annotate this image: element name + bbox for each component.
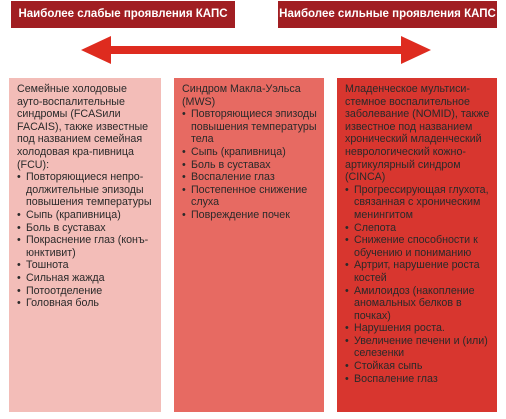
bullet-icon: • xyxy=(345,183,349,196)
column-mws xyxy=(174,78,324,412)
list-item-text: Воспаление глаз xyxy=(354,372,438,385)
list-item-text: Боль в суставах xyxy=(26,221,106,234)
bullet-icon: • xyxy=(345,372,349,385)
list-item xyxy=(17,259,155,272)
list-item xyxy=(182,184,318,209)
column-nomid-intro: Младенческое мультиси-стемное воспалительное заболевание (NOMID), также известное под названием хронический младенческий неврологический кожно-артикулярный синдром (CINCA) xyxy=(345,83,490,184)
bullet-icon: • xyxy=(17,171,21,184)
bullet-icon: • xyxy=(182,158,186,171)
bullet-icon: • xyxy=(182,208,186,221)
list-item-text: Артрит, нарушение роста костей xyxy=(354,259,480,284)
strongest-manifestations-label: Наиболее сильные проявления КАПС xyxy=(278,1,497,28)
column-fcas xyxy=(9,78,161,412)
list-item xyxy=(182,171,318,184)
list-item-text: Сыпь (крапивница) xyxy=(26,208,121,221)
bullet-icon: • xyxy=(17,208,21,221)
bullet-icon: • xyxy=(345,360,349,373)
list-item xyxy=(182,209,318,222)
column-nomid-list xyxy=(345,184,491,386)
list-item-text: Повторяющиеся эпизоды повышения температуры тела xyxy=(191,108,317,146)
list-item xyxy=(345,285,491,323)
list-item-text: Прогрессирующая глухота, связанная с хроническим менингитом xyxy=(354,183,489,221)
list-item-text: Повторяющиеся непро-должительные эпизоды повышения температуры xyxy=(26,171,152,209)
list-item xyxy=(17,222,155,235)
list-item xyxy=(345,234,491,259)
list-item xyxy=(17,209,155,222)
list-item xyxy=(17,171,155,209)
list-item-text: Стойкая сыпь xyxy=(354,360,423,373)
list-item xyxy=(345,373,491,386)
list-item-text: Снижение способности к обучению и пониманию xyxy=(354,234,478,259)
bullet-icon: • xyxy=(345,259,349,272)
list-item-text: Потоотделение xyxy=(26,284,103,297)
list-item xyxy=(17,297,155,310)
list-item xyxy=(182,146,318,159)
double-arrow-shape xyxy=(81,36,431,64)
bullet-icon: • xyxy=(17,284,21,297)
list-item xyxy=(17,272,155,285)
bullet-icon: • xyxy=(17,259,21,272)
list-item-text: Амилоидоз (накопление аномальных белков в почках) xyxy=(354,284,475,322)
column-mws-list xyxy=(182,108,318,221)
list-item xyxy=(345,259,491,284)
list-item xyxy=(345,322,491,335)
list-item xyxy=(345,184,491,222)
bullet-icon: • xyxy=(182,183,186,196)
column-fcas-list xyxy=(17,171,155,310)
list-item xyxy=(345,360,491,373)
list-item-text: Увеличение печени и (или) селезенки xyxy=(354,334,488,360)
bullet-icon: • xyxy=(182,171,186,184)
list-item-text: Головная боль xyxy=(26,297,99,310)
list-item-text: Повреждение почек xyxy=(191,208,290,221)
bullet-icon: • xyxy=(345,234,349,247)
list-item xyxy=(182,108,318,146)
bullet-icon: • xyxy=(17,297,21,310)
bullet-icon: • xyxy=(345,322,349,335)
bullet-icon: • xyxy=(345,284,349,297)
bullet-icon: • xyxy=(182,145,186,158)
list-item-text: Покраснение глаз (конъ-юнктивит) xyxy=(26,234,149,259)
list-item xyxy=(345,335,491,360)
list-item-text: Сильная жажда xyxy=(26,271,105,284)
list-item xyxy=(345,222,491,235)
list-item-text: Боль в суставах xyxy=(191,158,271,171)
bullet-icon: • xyxy=(17,271,21,284)
list-item-text: Слепота xyxy=(354,221,397,234)
bullet-icon: • xyxy=(17,221,21,234)
list-item-text: Тошнота xyxy=(26,259,69,272)
list-item xyxy=(182,159,318,172)
bullet-icon: • xyxy=(182,108,186,121)
bullet-icon: • xyxy=(345,334,349,347)
column-fcas-intro: Семейные холодовые ауто-воспалительные синдромы (FCASили FACAIS), также известные под названием семейная холодовая кра-пивница (FCU): xyxy=(17,83,149,171)
bullet-icon: • xyxy=(345,221,349,234)
list-item xyxy=(17,285,155,298)
list-item-text: Постепенное снижение слуха xyxy=(191,183,308,209)
list-item xyxy=(17,234,155,259)
column-mws-intro: Синдром Макла-Уэльса (MWS) xyxy=(182,83,301,108)
list-item-text: Сыпь (крапивница) xyxy=(191,145,286,158)
weakest-manifestations-label: Наиболее слабые проявления КАПС xyxy=(11,1,235,28)
severity-double-arrow xyxy=(81,36,431,64)
list-item-text: Воспаление глаз xyxy=(191,171,275,184)
bullet-icon: • xyxy=(17,234,21,247)
column-nomid xyxy=(337,78,497,412)
list-item-text: Нарушения роста. xyxy=(354,322,445,335)
